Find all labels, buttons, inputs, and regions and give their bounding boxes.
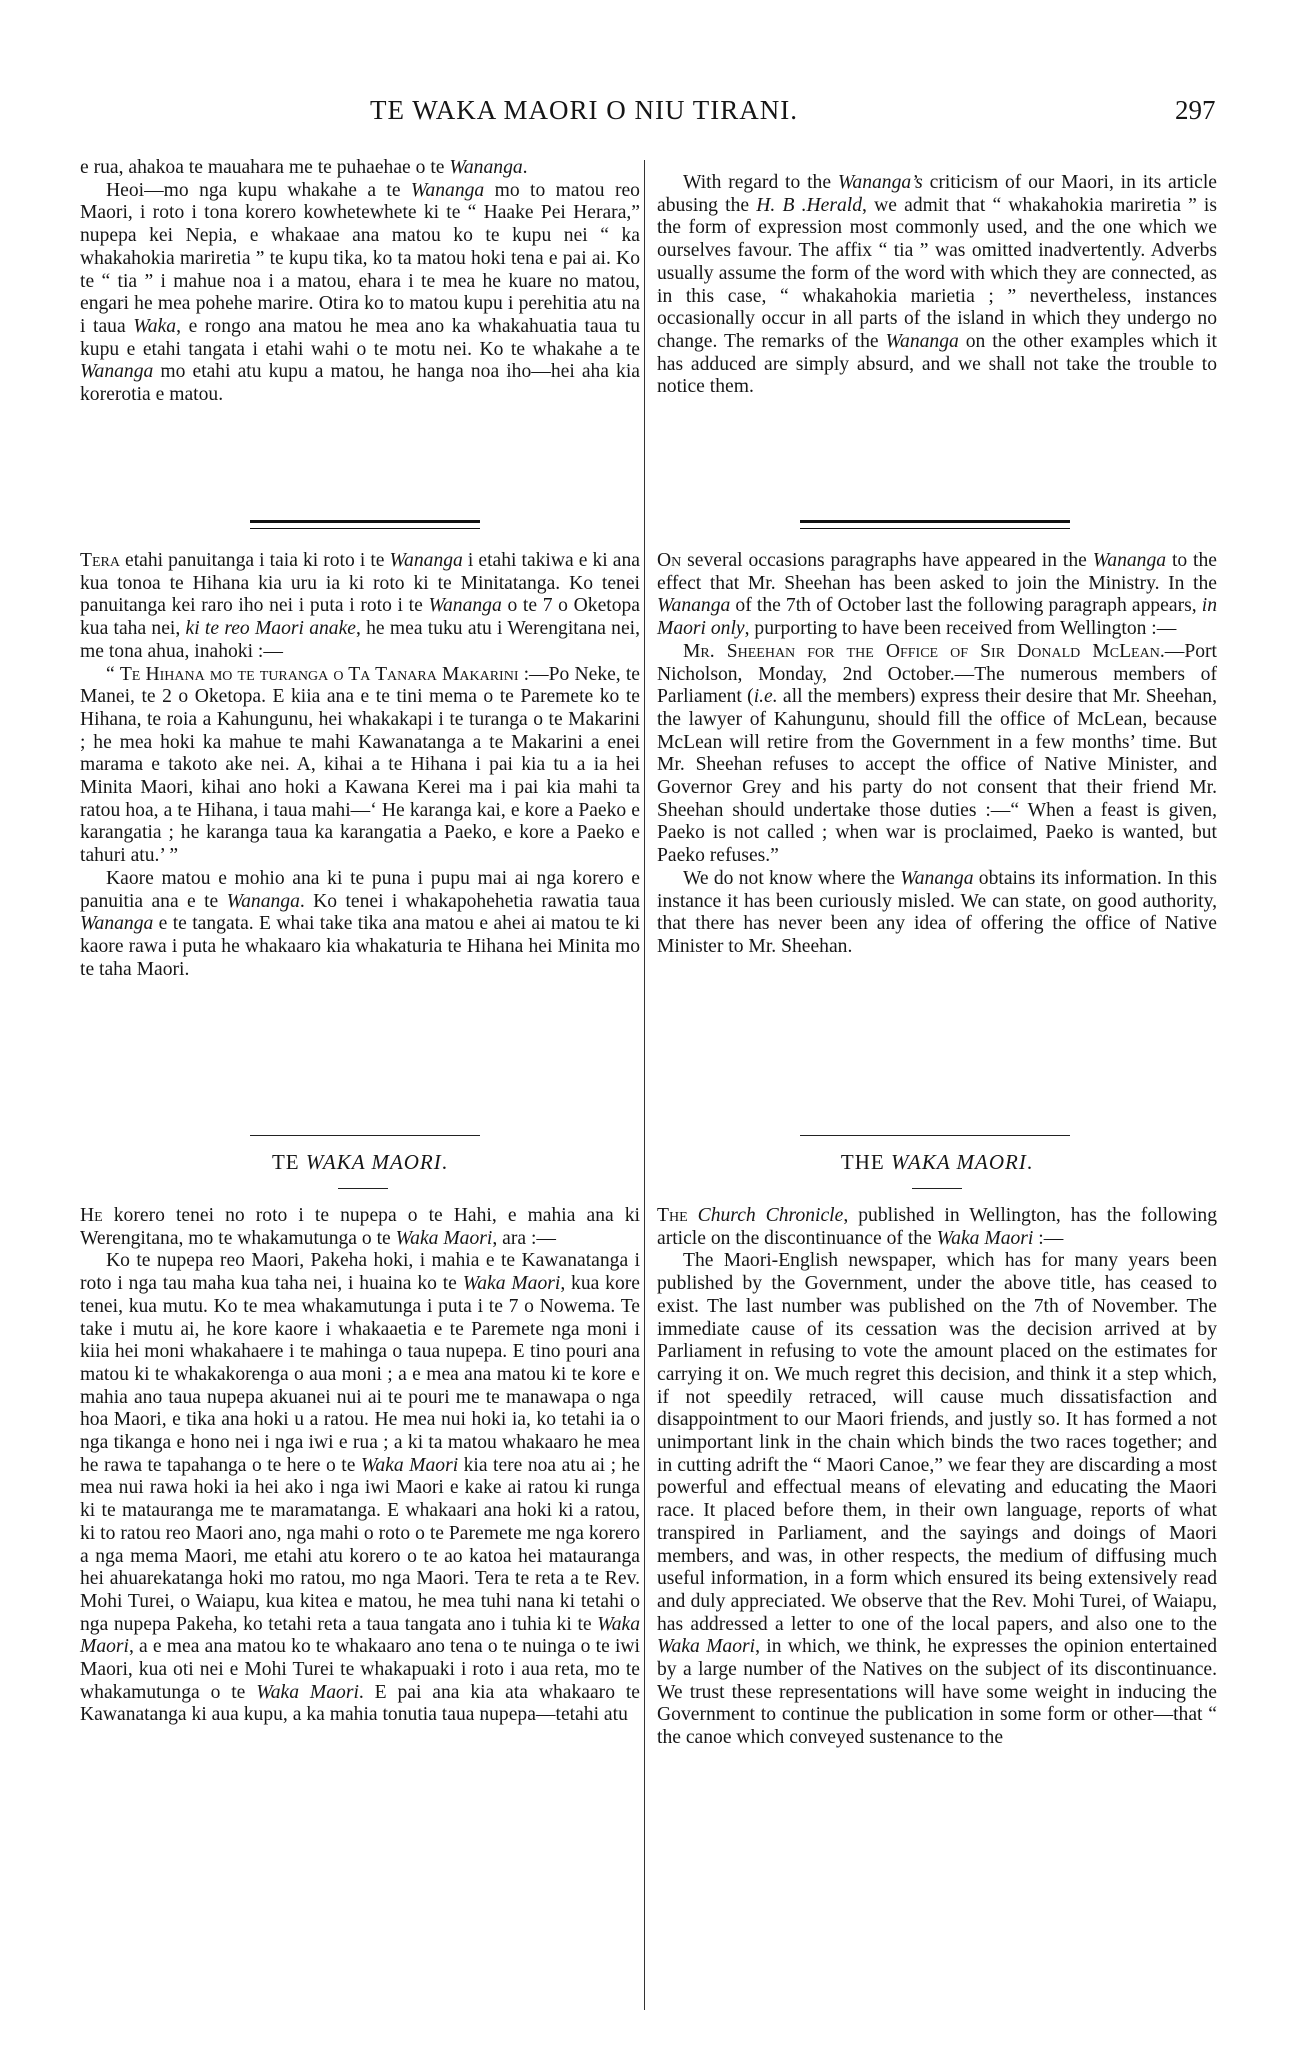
right-article-maori-reply: [657, 172, 1217, 399]
text-run: With regard to the: [683, 172, 838, 193]
right-article-sheehan: [657, 550, 1217, 959]
text-run: . Ko tenei i whakapohehetia rawatia taua: [299, 890, 640, 912]
text-run: mo etahi atu kupu a matou, he hanga noa iho—hei aha kia korerotia e matou.: [80, 361, 640, 406]
text-run: korero tenei no roto i te nupepa o te Hahi, e mahia ana ki Werengitana, mo te whakamutunga o te: [80, 1205, 640, 1249]
left-article-hihana: [80, 550, 640, 981]
italic-text: Church Chronicle: [697, 1205, 844, 1226]
paragraph: [80, 550, 640, 664]
italic-text: Wananga: [449, 157, 523, 178]
heading-rule: [338, 1188, 388, 1189]
text-run: :—: [1033, 1227, 1064, 1249]
text-run: , kua kore tenei, kua mutu. Ko te mea whakamutunga i puta i te 7 o Nowema. Te take i mutu ai, he kore kaore i whakaaetia e te Paremete nga moni i kiia hei moni whakahaere i te mahinga o taua nupepa. E tino pouri ana matou ki te whakakorenga o aua moni ; a e mea ana matou ki te kore e mahia ano taua nupepa akuanei nui ai te pouri me te manawapa o nga hoa Maori, e tika ana hoki u a ratou. He mea nui hoki ia, ko tetahi ia o nga tikanga e hono nei i nga iwi e rua ; a ki ta matou whakaaro he mea he rawa te tapahanga o te here o te: [80, 1273, 640, 1476]
text-run: . E pai ana kia ata whakaaro te Kawanatanga ki aua kupu, a ka mahia tonutia taua nupepa—tetahi atu: [80, 1681, 641, 1726]
text-run: Heoi—mo nga kupu whakahe a te: [106, 179, 411, 201]
text-run: e te tangata. E whai take tika ana matou e ahei ai matou te ki kaore rawa i puta he whakaaro kia whakaturia te Hihana hei Minita mo te taha Maori.: [80, 913, 640, 980]
small-caps-text: Te Hihana mo te turanga o Ta Tanara Makarini: [119, 663, 519, 685]
section-divider: [250, 520, 480, 529]
right-article-waka-maori: [657, 1205, 1217, 1750]
paragraph: [657, 1205, 1217, 1250]
paragraph: [657, 641, 1217, 868]
italic-text: i.e.: [753, 686, 778, 708]
text-run: all the members) express their desire that Mr. Sheehan, the lawyer of Kahungunu, should fill the office of McLean, because McLean will retire from the Government in a few months’ time. But Mr. Sheehan refuses to accept the office of Native Minister, and Governor Grey and his party do not consent that their friend Mr. Sheehan should undertake those duties :—“ When a feast is given, Paeko is not called ; when war is proclaimed, Paeko is wanted, but Paeko refuses.”: [657, 686, 1217, 867]
left-heading-te-waka-maori: [80, 1150, 640, 1175]
text-run: e rua, ahakoa te mauahara me te puhaehae o te: [80, 157, 450, 178]
italic-text: Wananga’s: [837, 172, 923, 193]
text-run: kia tere noa atu ai ; he mea nui rawa hoki ia hei ako i nga iwi Maori e kake ai ratou ki runga ki te matauranga me te maramatanga. E whakaari ana hoki ki a ratou, ki to ratou reo Maori ano, nga mahi o roto o te Paremete me nga korero a nga mema Maori, me etahi atu korero o te ao katoa hei matauranga hei ahuarekatanga hoki mo ratou, mo nga Maori. Tera te reta a te Rev. Mohi Turei, o Waiapu, kua kitea e matou, he mea tuhi nana ki tetahi o nga nupepa Pakeha, ko tetahi reta a taua tangata ano i tuhia ki te: [80, 1454, 640, 1635]
italic-text: Wananga: [226, 890, 300, 912]
text-run: obtains its information. In this instance it has been curiously misled. We can state, on good authority, that there has never been any idea of offering the office of Native Minister to Mr. Sheehan.: [657, 867, 1217, 957]
running-title: TE WAKA MAORI O NIU TIRANI.: [370, 95, 798, 125]
text-run: criticism of our Maori, in its article abusing the: [657, 172, 1217, 216]
paragraph: [80, 868, 640, 982]
small-caps-text: Tera: [80, 550, 120, 571]
section-divider: [250, 1135, 480, 1136]
italic-text: Waka Maori: [80, 1613, 640, 1658]
italic-text: Wananga: [885, 330, 959, 352]
italic-text: Waka Maori: [936, 1227, 1034, 1249]
section-divider: [800, 520, 1070, 529]
italic-text: in Maori only: [657, 595, 1217, 640]
left-article-waka-maori: [80, 1205, 640, 1727]
text-run: , we admit that “ whakahokia mariretia ” is the form of expression most commonly used, and the one which we ourselves favour. The affix “ tia ” was omitted inadvertently. Adverbs usually assume the form of the word with which they are connected, as in this case, “ whakahokia marietia ; ” nevertheless, instances occasionally occur in all parts of the island in which they undergo no change. The remarks of the: [657, 194, 1218, 352]
italic-text: Wananga: [389, 550, 463, 571]
italic-text: Waka Maori: [360, 1454, 459, 1476]
paragraph: [657, 550, 1217, 641]
right-heading-the-waka-maori: [657, 1150, 1217, 1175]
text-run: , published in Wellington, has the following article on the discontinuance of the: [657, 1205, 1217, 1249]
text-run: The Maori-English newspaper, which has for many years been published by the Government, under the above title, has ceased to exist. The last number was published on the 7th of November. The immediate cause of its cessation was the decision arrived at by Parliament in refusing to vote the amount placed on the estimates for carrying it on. We much regret this decision, and think it a step which, if not speedily retraced, will cause much dissatisfaction and disappointment to our Maori friends, and justly so. It has formed a not unimportant link in the chain which binds the two races together; and in cutting adrift the “ Maori Canoe,” we fear they are discarding a most powerful and effectual means of elevating and educating the Maori race. It placed before them, in their own language, reports of what transpired in Parliament, and the sayings and doings of Maori members, and was, in other respects, the medium of diffusing much useful information, in a form which ensured its being extensively read and duly appreciated. We observe that the Rev. Mohi Turei, of Waiapu, has addressed a letter to one of the local papers, and also one to the: [657, 1250, 1217, 1635]
italic-text: Waka Maori: [395, 1227, 493, 1249]
italic-text: WAKA MAORI: [890, 1150, 1027, 1174]
text-run: “: [106, 663, 120, 685]
text-run: of the 7th of October last the following paragraph appears,: [730, 595, 1202, 617]
page-number: 297: [1175, 95, 1216, 125]
italic-text: Wananga: [80, 913, 154, 935]
italic-text: Waka Maori: [462, 1273, 561, 1295]
italic-text: Wananga: [410, 179, 485, 201]
text-run: several occasions paragraphs have appeared in the: [681, 550, 1093, 571]
text-run: , in which, we think, he expresses the opinion entertained by a large number of the Natives on the subject of its discontinuance. We trust these representations will have some weight in inducing the Government to continue the publication in some form or other—that “ the canoe which conveyed sustenance to the: [657, 1636, 1218, 1749]
paragraph: [657, 1250, 1217, 1749]
text-run: on the other examples which it has adduced are simply absurd, and we shall not take the trouble to notice them.: [657, 330, 1217, 398]
page-header: [0, 95, 1297, 129]
text-run: [688, 1205, 698, 1226]
paragraph: [80, 1205, 640, 1250]
text-run: , ara :—: [492, 1227, 556, 1249]
text-run: TE: [271, 1150, 306, 1174]
text-run: , a e mea ana matou ko te whakaaro ano tena o te nuinga o te iwi Maori, kua oti nei e Mohi Turei te whakapuaki i roto i aua reta, mo te whakamutunga o te: [80, 1636, 640, 1703]
italic-text: Wananga: [1092, 550, 1167, 571]
paragraph: [657, 172, 1217, 399]
paragraph: [80, 1250, 640, 1727]
text-run: mo to matou reo Maori, i roto i tona korero kowhetewhete ki te “ Haake Pei Herara,” nupepa kei Nepia, e whakaae ana matou ko te kupu nei “ ka whakahokia mariretia ” te kupu tika, ko ta matou hoki tena e pai ai. Ko te “ tia ” i mahue noa i a matou, ehara i te mea he kuare no matou, engari he mea pohehe marire. Otira ko to matou kupu i perehitia atu na i taua: [80, 179, 640, 337]
italic-text: WAKA MAORI: [305, 1150, 442, 1174]
paragraph: [657, 868, 1217, 959]
italic-text: Wananga: [657, 595, 731, 617]
left-article-maori-reply: [80, 157, 640, 407]
small-caps-text: The: [657, 1205, 688, 1226]
paragraph: [80, 157, 640, 180]
heading-rule: [912, 1188, 962, 1189]
italic-text: ki te reo Maori anake: [185, 618, 356, 640]
text-run: Ko te nupepa reo Maori, Pakeha hoki, i mahia e te Kawanatanga i roto i nga tau maha kua taha nei, i huaina ko te: [80, 1250, 640, 1295]
paragraph: [80, 664, 640, 868]
text-run: THE: [840, 1150, 891, 1174]
column-divider: [644, 160, 645, 2010]
italic-text: Waka: [133, 315, 177, 337]
italic-text: Wananga: [80, 361, 154, 383]
small-caps-text: Mr. Sheehan for the Office of Sir Donald McLean.: [683, 640, 1165, 662]
small-caps-text: On: [657, 550, 682, 571]
text-run: , e rongo ana matou he mea ano ka whakahuatia taua tu kupu e etahi tangata i etahi wahi o te motu nei. Ko te whakahe a te: [80, 315, 640, 360]
section-divider: [800, 1135, 1070, 1136]
text-run: .: [441, 1150, 449, 1174]
text-run: o te 7 o Oketopa kua taha nei,: [80, 595, 640, 640]
text-run: We do not know where the: [683, 867, 901, 889]
text-run: to the effect that Mr. Sheehan has been asked to join the Ministry. In the: [657, 550, 1217, 594]
italic-text: Waka Maori: [256, 1681, 359, 1703]
text-run: , he mea tuku atu i Werengitana nei, me tona ahua, inahoki :—: [80, 618, 640, 662]
text-run: etahi panuitanga i taia ki roto i te: [119, 550, 390, 571]
paragraph: [80, 180, 640, 407]
text-run: , purporting to have been received from Wellington :—: [744, 618, 1177, 640]
italic-text: Wananga: [428, 595, 502, 617]
italic-text: H. B .Herald: [756, 194, 863, 216]
text-run: —Port Nicholson, Monday, 2nd October.—The numerous members of Parliament (: [657, 640, 1217, 708]
small-caps-text: He: [80, 1205, 103, 1226]
text-run: i etahi takiwa e ki ana kua tonoa te Hihana kia uru ia ki roto ki te Minitatanga. Ko tenei panuitanga kei raro iho nei i puta i roto i te: [80, 550, 640, 617]
text-run: .: [1026, 1150, 1034, 1174]
text-run: Kaore matou e mohio ana ki te puna i pupu mai ai nga korero e panuitia ana e te: [80, 867, 640, 912]
italic-text: Waka Maori: [657, 1636, 756, 1658]
italic-text: Wananga: [900, 867, 974, 889]
text-run: :—Po Neke, te Manei, te 2 o Oketopa. E kiia ana e te tini mema o te Paremete ko te Hihana, te roia a Kahungunu, hei whakakapi i te turanga o te Makarini ; he mea hoki ka mahue te mahi Kawanatanga a te Makarini a enei marama e takoto ake nei. A, kihai a te Hihana i pai kia tu a ia hei Minita Maori, kihai ano hoki a Kawana Kerei ma i pai kia mahi ta ratou hoa, a te Hihana, i taua mahi—‘ He karanga kai, e kore a Paeko e karangatia ; he karanga taua ka karangatia a Paeko, e kore a Paeko e tahuri atu.’ ”: [80, 663, 640, 867]
text-run: .: [522, 157, 528, 178]
